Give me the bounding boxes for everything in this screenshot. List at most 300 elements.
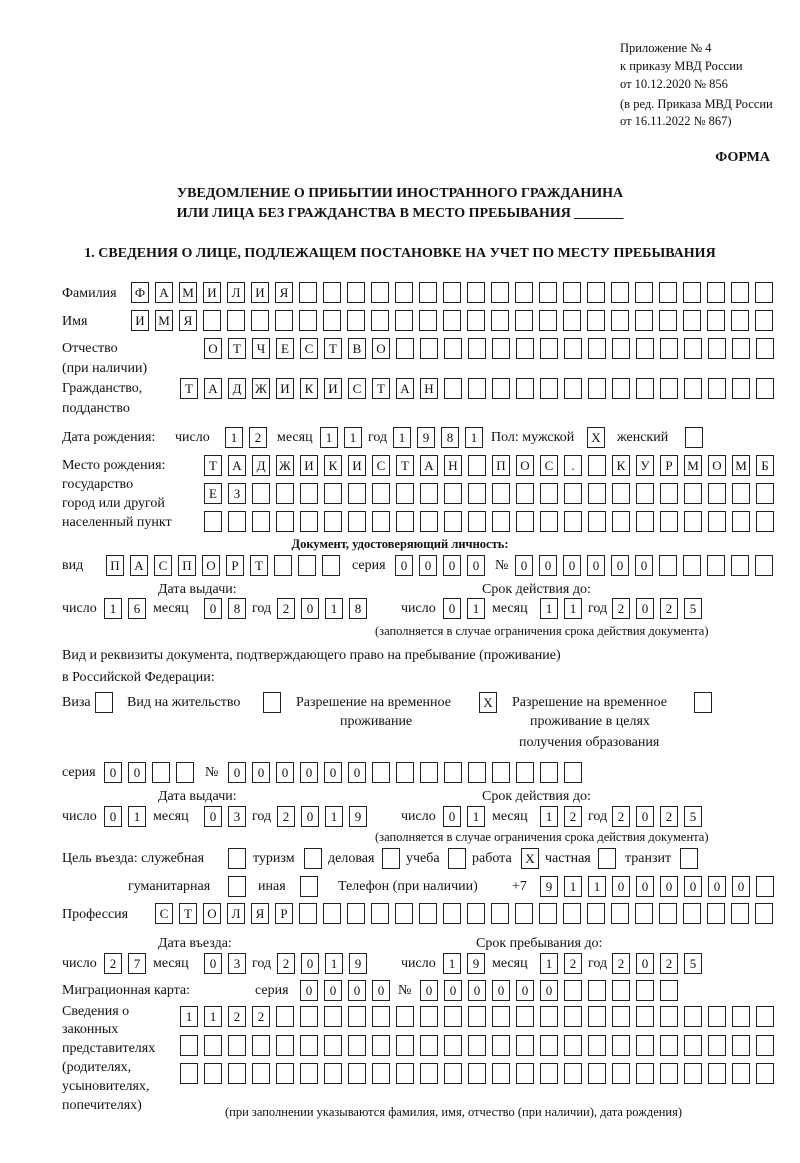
- pob2-cell[interactable]: [732, 483, 750, 504]
- mc_number-cell[interactable]: [660, 980, 678, 1001]
- reps2-cell[interactable]: [180, 1035, 198, 1056]
- patronymic-field-cell[interactable]: [444, 338, 462, 359]
- name-field-cell[interactable]: [323, 310, 341, 331]
- citizenship-field-cell[interactable]: [540, 378, 558, 399]
- pob1-cell[interactable]: К: [612, 455, 630, 476]
- citizenship-field-cell[interactable]: [708, 378, 726, 399]
- citizenship-field-cell[interactable]: И: [276, 378, 294, 399]
- citizenship-field-cell[interactable]: [468, 378, 486, 399]
- doc_number-cell[interactable]: 0: [587, 555, 605, 576]
- surname-field-cell[interactable]: [755, 282, 773, 303]
- doc_issue_day-cell[interactable]: 6: [128, 598, 146, 619]
- rd_valid_year-cell[interactable]: 2: [660, 806, 678, 827]
- stay_month-cell[interactable]: 2: [564, 953, 582, 974]
- doc_series-cell[interactable]: 0: [419, 555, 437, 576]
- rd_issue_day-cell[interactable]: 0: [104, 806, 122, 827]
- name-field-cell[interactable]: [707, 310, 725, 331]
- patronymic-field-cell[interactable]: [588, 338, 606, 359]
- pob3-cell[interactable]: [540, 511, 558, 532]
- doc_number-cell[interactable]: [731, 555, 749, 576]
- phone-cell[interactable]: 0: [708, 876, 726, 897]
- citizenship-field-cell[interactable]: К: [300, 378, 318, 399]
- pob3-cell[interactable]: [372, 511, 390, 532]
- pob1-cell[interactable]: М: [732, 455, 750, 476]
- doc_series-cell[interactable]: 0: [395, 555, 413, 576]
- name-field-cell[interactable]: [659, 310, 677, 331]
- reps3-cell[interactable]: [756, 1063, 774, 1084]
- rd_series-cell[interactable]: [152, 762, 170, 783]
- p_other-cell[interactable]: [300, 876, 318, 897]
- reps3-cell[interactable]: [516, 1063, 534, 1084]
- rd_number-cell[interactable]: [564, 762, 582, 783]
- name-field-cell[interactable]: [683, 310, 701, 331]
- p_business-cell[interactable]: [382, 848, 400, 869]
- name-field-cell[interactable]: [539, 310, 557, 331]
- rd_issue_year-cell[interactable]: 9: [349, 806, 367, 827]
- pob3-cell[interactable]: [444, 511, 462, 532]
- pob1-cell[interactable]: Т: [396, 455, 414, 476]
- profession-cell[interactable]: Р: [275, 903, 293, 924]
- pob3-cell[interactable]: [228, 511, 246, 532]
- pob3-cell[interactable]: [636, 511, 654, 532]
- citizenship-field-cell[interactable]: [564, 378, 582, 399]
- pob2-cell[interactable]: [612, 483, 630, 504]
- mc_number-cell[interactable]: 0: [468, 980, 486, 1001]
- profession-cell[interactable]: [443, 903, 461, 924]
- reps1-cell[interactable]: [564, 1006, 582, 1027]
- surname-field-cell[interactable]: [395, 282, 413, 303]
- reps3-cell[interactable]: [708, 1063, 726, 1084]
- dob_year-cell[interactable]: 8: [441, 427, 459, 448]
- pob2-cell[interactable]: [372, 483, 390, 504]
- pob1-cell[interactable]: .: [564, 455, 582, 476]
- profession-cell[interactable]: [683, 903, 701, 924]
- pob1-cell[interactable]: А: [420, 455, 438, 476]
- doc_series-cell[interactable]: 0: [467, 555, 485, 576]
- profession-cell[interactable]: [659, 903, 677, 924]
- reps3-cell[interactable]: [732, 1063, 750, 1084]
- name-field-cell[interactable]: [563, 310, 581, 331]
- reps2-cell[interactable]: [636, 1035, 654, 1056]
- name-field-cell[interactable]: И: [131, 310, 149, 331]
- doc_valid_day-cell[interactable]: 0: [443, 598, 461, 619]
- doc_kind-cell[interactable]: А: [130, 555, 148, 576]
- reps2-cell[interactable]: [396, 1035, 414, 1056]
- doc_issue_month-cell[interactable]: 0: [204, 598, 222, 619]
- reps1-cell[interactable]: 2: [252, 1006, 270, 1027]
- mc_series-cell[interactable]: 0: [372, 980, 390, 1001]
- name-field-cell[interactable]: [635, 310, 653, 331]
- profession-cell[interactable]: [323, 903, 341, 924]
- rd_number-cell[interactable]: 0: [348, 762, 366, 783]
- reps3-cell[interactable]: [492, 1063, 510, 1084]
- reps1-cell[interactable]: [444, 1006, 462, 1027]
- sex_male-cell[interactable]: X: [587, 427, 605, 448]
- doc_number-cell[interactable]: [755, 555, 773, 576]
- surname-field-cell[interactable]: [563, 282, 581, 303]
- rd_series-cell[interactable]: 0: [128, 762, 146, 783]
- pob3-cell[interactable]: [324, 511, 342, 532]
- stay_month-cell[interactable]: 1: [540, 953, 558, 974]
- patronymic-field-cell[interactable]: В: [348, 338, 366, 359]
- rd_number-cell[interactable]: [420, 762, 438, 783]
- reps1-cell[interactable]: [396, 1006, 414, 1027]
- surname-field-cell[interactable]: [323, 282, 341, 303]
- reps1-cell[interactable]: [300, 1006, 318, 1027]
- p_transit-cell[interactable]: [680, 848, 698, 869]
- stay_year-cell[interactable]: 0: [636, 953, 654, 974]
- pob3-cell[interactable]: [468, 511, 486, 532]
- phone-cell[interactable]: 0: [684, 876, 702, 897]
- reps1-cell[interactable]: [588, 1006, 606, 1027]
- patronymic-field-cell[interactable]: [636, 338, 654, 359]
- reps1-cell[interactable]: [636, 1006, 654, 1027]
- rd_number-cell[interactable]: [540, 762, 558, 783]
- patronymic-field-cell[interactable]: [612, 338, 630, 359]
- citizenship-field-cell[interactable]: [756, 378, 774, 399]
- reps2-cell[interactable]: [516, 1035, 534, 1056]
- phone-cell[interactable]: 0: [612, 876, 630, 897]
- dob_month-cell[interactable]: 1: [344, 427, 362, 448]
- pob3-cell[interactable]: [612, 511, 630, 532]
- doc_issue_day-cell[interactable]: 1: [104, 598, 122, 619]
- stay_day-cell[interactable]: 1: [443, 953, 461, 974]
- name-field-cell[interactable]: [515, 310, 533, 331]
- reps2-cell[interactable]: [540, 1035, 558, 1056]
- patronymic-field-cell[interactable]: [660, 338, 678, 359]
- profession-cell[interactable]: [371, 903, 389, 924]
- citizenship-field-cell[interactable]: [636, 378, 654, 399]
- citizenship-field-cell[interactable]: С: [348, 378, 366, 399]
- reps1-cell[interactable]: [492, 1006, 510, 1027]
- pob2-cell[interactable]: [396, 483, 414, 504]
- pob3-cell[interactable]: [348, 511, 366, 532]
- doc_valid_year-cell[interactable]: 2: [612, 598, 630, 619]
- reps1-cell[interactable]: [540, 1006, 558, 1027]
- pob2-cell[interactable]: Е: [204, 483, 222, 504]
- name-field-cell[interactable]: [443, 310, 461, 331]
- pob2-cell[interactable]: [300, 483, 318, 504]
- patronymic-field-cell[interactable]: [492, 338, 510, 359]
- name-field-cell[interactable]: [203, 310, 221, 331]
- profession-cell[interactable]: С: [155, 903, 173, 924]
- surname-field-cell[interactable]: [347, 282, 365, 303]
- citizenship-field-cell[interactable]: [660, 378, 678, 399]
- reps1-cell[interactable]: [732, 1006, 750, 1027]
- reps2-cell[interactable]: [276, 1035, 294, 1056]
- reps2-cell[interactable]: [492, 1035, 510, 1056]
- profession-cell[interactable]: [419, 903, 437, 924]
- surname-field-cell[interactable]: [539, 282, 557, 303]
- reps2-cell[interactable]: [468, 1035, 486, 1056]
- pob3-cell[interactable]: [660, 511, 678, 532]
- profession-cell[interactable]: [563, 903, 581, 924]
- mc_number-cell[interactable]: [564, 980, 582, 1001]
- entry_month-cell[interactable]: 3: [228, 953, 246, 974]
- reps2-cell[interactable]: [372, 1035, 390, 1056]
- surname-field-cell[interactable]: [467, 282, 485, 303]
- pob3-cell[interactable]: [492, 511, 510, 532]
- doc_issue_year-cell[interactable]: 0: [301, 598, 319, 619]
- doc_issue_year-cell[interactable]: 2: [277, 598, 295, 619]
- reps3-cell[interactable]: [372, 1063, 390, 1084]
- citizenship-field-cell[interactable]: [612, 378, 630, 399]
- p_tourism-cell[interactable]: [304, 848, 322, 869]
- surname-field-cell[interactable]: [707, 282, 725, 303]
- rd_valid_year-cell[interactable]: 0: [636, 806, 654, 827]
- reps2-cell[interactable]: [324, 1035, 342, 1056]
- surname-field-cell[interactable]: И: [203, 282, 221, 303]
- dob_year-cell[interactable]: 1: [465, 427, 483, 448]
- rd_number-cell[interactable]: [468, 762, 486, 783]
- reps2-cell[interactable]: [444, 1035, 462, 1056]
- reps3-cell[interactable]: [468, 1063, 486, 1084]
- citizenship-field-cell[interactable]: [588, 378, 606, 399]
- citizenship-field-cell[interactable]: Д: [228, 378, 246, 399]
- doc_series-cell[interactable]: 0: [443, 555, 461, 576]
- reps1-cell[interactable]: 1: [180, 1006, 198, 1027]
- pob2-cell[interactable]: [468, 483, 486, 504]
- patronymic-field-cell[interactable]: С: [300, 338, 318, 359]
- pob1-cell[interactable]: Ж: [276, 455, 294, 476]
- pob3-cell[interactable]: [564, 511, 582, 532]
- profession-cell[interactable]: [491, 903, 509, 924]
- citizenship-field-cell[interactable]: [444, 378, 462, 399]
- dob_year-cell[interactable]: 9: [417, 427, 435, 448]
- doc_number-cell[interactable]: 0: [611, 555, 629, 576]
- dob_month-cell[interactable]: 1: [320, 427, 338, 448]
- surname-field-cell[interactable]: [659, 282, 677, 303]
- mc_number-cell[interactable]: 0: [540, 980, 558, 1001]
- doc_issue_month-cell[interactable]: 8: [228, 598, 246, 619]
- dob_day-cell[interactable]: 1: [225, 427, 243, 448]
- entry_day-cell[interactable]: 7: [128, 953, 146, 974]
- mc_number-cell[interactable]: [588, 980, 606, 1001]
- reps3-cell[interactable]: [348, 1063, 366, 1084]
- name-field-cell[interactable]: [347, 310, 365, 331]
- rd_issue_month-cell[interactable]: 0: [204, 806, 222, 827]
- dob_year-cell[interactable]: 1: [393, 427, 411, 448]
- reps3-cell[interactable]: [324, 1063, 342, 1084]
- rd_valid_month-cell[interactable]: 1: [540, 806, 558, 827]
- mc_number-cell[interactable]: 0: [420, 980, 438, 1001]
- dob_day-cell[interactable]: 2: [249, 427, 267, 448]
- pob3-cell[interactable]: [276, 511, 294, 532]
- trp-cell[interactable]: X: [479, 692, 497, 713]
- rd_series-cell[interactable]: 0: [104, 762, 122, 783]
- reps3-cell[interactable]: [420, 1063, 438, 1084]
- sex_female-cell[interactable]: [685, 427, 703, 448]
- patronymic-field-cell[interactable]: [684, 338, 702, 359]
- surname-field-cell[interactable]: А: [155, 282, 173, 303]
- surname-field-cell[interactable]: [683, 282, 701, 303]
- doc_issue_year-cell[interactable]: 8: [349, 598, 367, 619]
- reps3-cell[interactable]: [660, 1063, 678, 1084]
- doc_valid_month-cell[interactable]: 1: [564, 598, 582, 619]
- mc_number-cell[interactable]: 0: [492, 980, 510, 1001]
- doc_kind-cell[interactable]: Т: [250, 555, 268, 576]
- reps1-cell[interactable]: [684, 1006, 702, 1027]
- surname-field-cell[interactable]: [419, 282, 437, 303]
- reps2-cell[interactable]: [420, 1035, 438, 1056]
- reps1-cell[interactable]: [276, 1006, 294, 1027]
- rd_number-cell[interactable]: [396, 762, 414, 783]
- name-field-cell[interactable]: Я: [179, 310, 197, 331]
- patronymic-field-cell[interactable]: [420, 338, 438, 359]
- rd_valid_month-cell[interactable]: 2: [564, 806, 582, 827]
- doc_number-cell[interactable]: 0: [539, 555, 557, 576]
- phone-cell[interactable]: 0: [732, 876, 750, 897]
- profession-cell[interactable]: [635, 903, 653, 924]
- rd_valid_day-cell[interactable]: 0: [443, 806, 461, 827]
- rd_number-cell[interactable]: [444, 762, 462, 783]
- p_service-cell[interactable]: [228, 848, 246, 869]
- p_private-cell[interactable]: [598, 848, 616, 869]
- surname-field-cell[interactable]: М: [179, 282, 197, 303]
- surname-field-cell[interactable]: [731, 282, 749, 303]
- reps1-cell[interactable]: [612, 1006, 630, 1027]
- reps3-cell[interactable]: [684, 1063, 702, 1084]
- reps2-cell[interactable]: [732, 1035, 750, 1056]
- pob1-cell[interactable]: И: [300, 455, 318, 476]
- patronymic-field-cell[interactable]: О: [372, 338, 390, 359]
- doc_number-cell[interactable]: [659, 555, 677, 576]
- pob3-cell[interactable]: [732, 511, 750, 532]
- patronymic-field-cell[interactable]: [732, 338, 750, 359]
- mc_number-cell[interactable]: 0: [516, 980, 534, 1001]
- rd_issue_day-cell[interactable]: 1: [128, 806, 146, 827]
- phone-cell[interactable]: 1: [564, 876, 582, 897]
- pob3-cell[interactable]: [420, 511, 438, 532]
- pob2-cell[interactable]: [660, 483, 678, 504]
- name-field-cell[interactable]: [275, 310, 293, 331]
- mc_number-cell[interactable]: 0: [444, 980, 462, 1001]
- reps2-cell[interactable]: [684, 1035, 702, 1056]
- surname-field-cell[interactable]: [635, 282, 653, 303]
- reps3-cell[interactable]: [252, 1063, 270, 1084]
- pob1-cell[interactable]: Н: [444, 455, 462, 476]
- pob1-cell[interactable]: Т: [204, 455, 222, 476]
- rd_number-cell[interactable]: [372, 762, 390, 783]
- profession-cell[interactable]: [467, 903, 485, 924]
- pob2-cell[interactable]: [420, 483, 438, 504]
- mc_number-cell[interactable]: [612, 980, 630, 1001]
- doc_kind-cell[interactable]: [322, 555, 340, 576]
- phone-cell[interactable]: [756, 876, 774, 897]
- rd_number-cell[interactable]: 0: [324, 762, 342, 783]
- mc_number-cell[interactable]: [636, 980, 654, 1001]
- pob2-cell[interactable]: [252, 483, 270, 504]
- name-field-cell[interactable]: [731, 310, 749, 331]
- patronymic-field-cell[interactable]: Ч: [252, 338, 270, 359]
- reps3-cell[interactable]: [276, 1063, 294, 1084]
- pob2-cell[interactable]: [708, 483, 726, 504]
- pob3-cell[interactable]: [252, 511, 270, 532]
- reps3-cell[interactable]: [636, 1063, 654, 1084]
- surname-field-cell[interactable]: [371, 282, 389, 303]
- phone-cell[interactable]: 9: [540, 876, 558, 897]
- citizenship-field-cell[interactable]: А: [396, 378, 414, 399]
- doc_kind-cell[interactable]: [274, 555, 292, 576]
- pob2-cell[interactable]: [276, 483, 294, 504]
- rd_number-cell[interactable]: 0: [300, 762, 318, 783]
- name-field-cell[interactable]: [587, 310, 605, 331]
- trpe-cell[interactable]: [694, 692, 712, 713]
- rd_number-cell[interactable]: 0: [276, 762, 294, 783]
- rd_valid_day-cell[interactable]: 1: [467, 806, 485, 827]
- doc_valid_year-cell[interactable]: 2: [660, 598, 678, 619]
- entry_year-cell[interactable]: 0: [301, 953, 319, 974]
- surname-field-cell[interactable]: [491, 282, 509, 303]
- rd_series-cell[interactable]: [176, 762, 194, 783]
- pob1-cell[interactable]: С: [540, 455, 558, 476]
- pob3-cell[interactable]: [516, 511, 534, 532]
- doc_number-cell[interactable]: 0: [635, 555, 653, 576]
- citizenship-field-cell[interactable]: И: [324, 378, 342, 399]
- doc_valid_year-cell[interactable]: 5: [684, 598, 702, 619]
- reps3-cell[interactable]: [180, 1063, 198, 1084]
- pob1-cell[interactable]: [588, 455, 606, 476]
- rd_issue_year-cell[interactable]: 1: [325, 806, 343, 827]
- pob2-cell[interactable]: [348, 483, 366, 504]
- citizenship-field-cell[interactable]: [516, 378, 534, 399]
- citizenship-field-cell[interactable]: [492, 378, 510, 399]
- pob1-cell[interactable]: И: [348, 455, 366, 476]
- doc_number-cell[interactable]: [707, 555, 725, 576]
- mc_series-cell[interactable]: 0: [348, 980, 366, 1001]
- citizenship-field-cell[interactable]: [732, 378, 750, 399]
- citizenship-field-cell[interactable]: Т: [372, 378, 390, 399]
- surname-field-cell[interactable]: [443, 282, 461, 303]
- profession-cell[interactable]: [347, 903, 365, 924]
- residence-cell[interactable]: [263, 692, 281, 713]
- doc_number-cell[interactable]: 0: [563, 555, 581, 576]
- stay_year-cell[interactable]: 2: [660, 953, 678, 974]
- rd_valid_year-cell[interactable]: 2: [612, 806, 630, 827]
- rd_number-cell[interactable]: [516, 762, 534, 783]
- pob2-cell[interactable]: [636, 483, 654, 504]
- surname-field-cell[interactable]: И: [251, 282, 269, 303]
- pob1-cell[interactable]: М: [684, 455, 702, 476]
- mc_series-cell[interactable]: 0: [300, 980, 318, 1001]
- pob2-cell[interactable]: [564, 483, 582, 504]
- patronymic-field-cell[interactable]: [756, 338, 774, 359]
- reps2-cell[interactable]: [756, 1035, 774, 1056]
- name-field-cell[interactable]: [299, 310, 317, 331]
- reps2-cell[interactable]: [612, 1035, 630, 1056]
- surname-field-cell[interactable]: Я: [275, 282, 293, 303]
- citizenship-field-cell[interactable]: [684, 378, 702, 399]
- doc_kind-cell[interactable]: О: [202, 555, 220, 576]
- pob3-cell[interactable]: [204, 511, 222, 532]
- reps1-cell[interactable]: [348, 1006, 366, 1027]
- pob2-cell[interactable]: [444, 483, 462, 504]
- pob1-cell[interactable]: А: [228, 455, 246, 476]
- p_humanitarian-cell[interactable]: [228, 876, 246, 897]
- pob1-cell[interactable]: Р: [660, 455, 678, 476]
- profession-cell[interactable]: [611, 903, 629, 924]
- p_work-cell[interactable]: X: [521, 848, 539, 869]
- profession-cell[interactable]: [515, 903, 533, 924]
- name-field-cell[interactable]: [755, 310, 773, 331]
- surname-field-cell[interactable]: [299, 282, 317, 303]
- patronymic-field-cell[interactable]: Т: [324, 338, 342, 359]
- entry_day-cell[interactable]: 2: [104, 953, 122, 974]
- pob2-cell[interactable]: [684, 483, 702, 504]
- reps3-cell[interactable]: [204, 1063, 222, 1084]
- doc_kind-cell[interactable]: П: [106, 555, 124, 576]
- reps2-cell[interactable]: [588, 1035, 606, 1056]
